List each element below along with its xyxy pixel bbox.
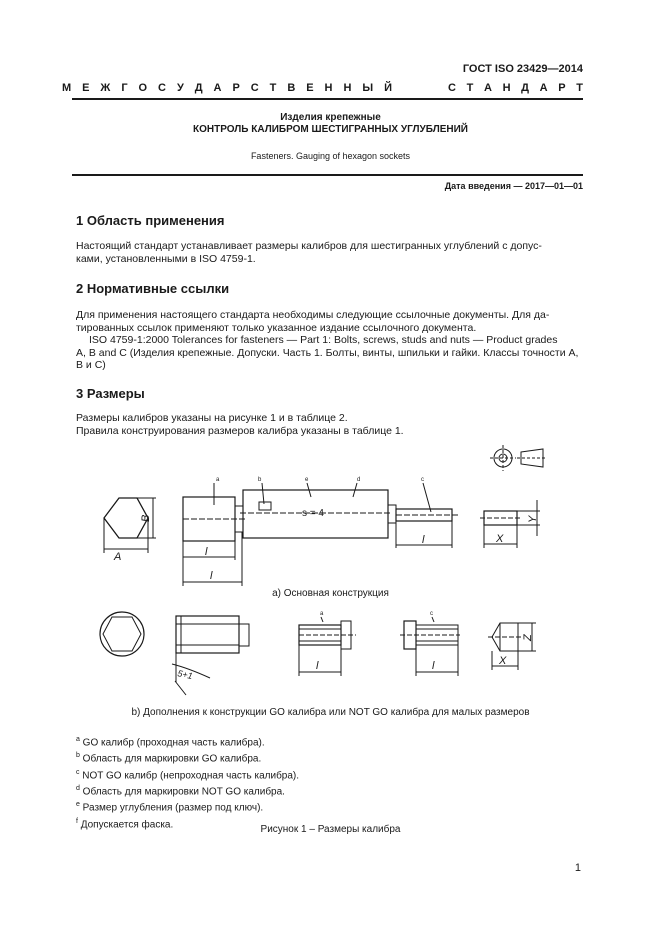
footnote-item (76, 798, 299, 814)
footnote-mark: b (76, 752, 80, 760)
banner-letter: Т (269, 82, 277, 94)
text-line: Настоящий стандарт устанавливает размеры калибров для шестигранных углублений с допус- (76, 240, 542, 252)
footnote-text: Размер углубления (размер под ключ). (79, 802, 264, 814)
label-l-notgo: l (422, 534, 425, 546)
banner-letter: Ы (362, 82, 374, 94)
label-X: X (496, 533, 504, 545)
footnote-text: Область для маркировки GO калибра. (79, 753, 262, 765)
footnote-mark: c (76, 768, 80, 776)
banner-letter: Р (232, 82, 240, 94)
banner-letter: Н (343, 82, 352, 94)
banner-letter: Г (121, 82, 128, 94)
banner-letter: Д (194, 82, 203, 94)
banner-letter: В (287, 82, 296, 94)
banner-letter: О (138, 82, 148, 94)
figure-b-geometry (100, 612, 536, 695)
section-dimensions-text (76, 412, 584, 437)
standard-code: ГОСТ ISO 23429—2014 (462, 63, 583, 75)
title-line2: КОНТРОЛЬ КАЛИБРОМ ШЕСТИГРАННЫХ УГЛУБЛЕНИЙ (193, 124, 468, 135)
section-heading-dimensions: 3 Размеры (76, 386, 145, 401)
footnote-item (76, 782, 299, 798)
note-e-size: e (305, 477, 309, 483)
banner-letter: Н (502, 82, 511, 94)
text-line: В и С) (76, 359, 106, 371)
label-l-short: l (205, 546, 208, 558)
label-B: B (140, 514, 152, 522)
text-line: A, B and C (Изделия крепежные. Допуски. Часть 1. Болты, винты, шпильки и гайки. Классы точности А, (76, 346, 579, 359)
footnote-mark: d (76, 784, 80, 792)
banner-letter: Ж (100, 82, 111, 94)
footnote-mark: a (76, 736, 80, 743)
intro-date: Дата введения — 2017—01—01 (444, 181, 583, 191)
label-l-b-notgo: l (432, 660, 435, 672)
footnote-item (76, 733, 299, 749)
banner-letter: А (539, 82, 548, 94)
note-d-notgo-mark: d (357, 477, 361, 483)
banner-letter: Н (324, 82, 333, 94)
label-A: A (114, 551, 122, 563)
text-line: Размеры калибров указаны на рисунке 1 и в таблице 2. (76, 412, 348, 424)
banner-letter: С (250, 82, 259, 94)
title-rule (72, 174, 583, 176)
banner-letter: С (158, 82, 166, 94)
footnotes (76, 733, 299, 831)
figure-a-geometry (104, 445, 546, 586)
label-angle: 5+1 (176, 668, 194, 682)
banner-letter: А (213, 82, 222, 94)
section-references-text (76, 309, 584, 372)
text-line: Правила конструирования размеров калибра указаны в таблице 1. (76, 424, 404, 437)
footnote-text: NOT GO калибр (непроходная часть калибра). (79, 769, 300, 781)
footnote-text: Допускается фаска. (77, 818, 174, 830)
section-heading-scope: 1 Область применения (76, 213, 225, 228)
banner-letter: М (62, 82, 72, 94)
label-s: s = 4 (302, 508, 324, 519)
footnote-item (76, 766, 299, 782)
banner-letter: Т (466, 82, 474, 94)
text-line: Для применения настоящего стандарта необходимы следующие ссылочные документы. Для да- (76, 309, 550, 321)
interstate-word (62, 82, 392, 94)
label-Y: Y (527, 515, 539, 523)
banner-letter: Й (384, 82, 392, 94)
footnote-text: Область для маркировки NOT GO калибра. (79, 786, 285, 798)
footnote-text: GO калибр (проходная часть калибра). (79, 737, 265, 749)
label-Z: Z (522, 634, 534, 641)
banner-letter: Т (576, 82, 583, 94)
banner-letter: У (176, 82, 184, 94)
interstate-standard-banner (62, 82, 583, 94)
label-l-b-go: l (316, 660, 319, 672)
banner-letter: Р (558, 82, 566, 94)
text-line: ISO 4759-1:2000 Tolerances for fasteners — Part 1: Bolts, screws, studs and nuts — Product grades (89, 334, 558, 346)
banner-letter: А (483, 82, 492, 94)
section-scope-text (76, 240, 584, 265)
title-english: Fasteners. Gauging of hexagon sockets (250, 151, 411, 161)
note-c-notgo: c (421, 477, 424, 483)
banner-letter: Е (306, 82, 314, 94)
label-X-b: X (499, 655, 507, 667)
header-rule (72, 98, 583, 100)
footnote-item (76, 749, 299, 765)
page-number: 1 (574, 862, 581, 874)
note-a-short: a (320, 611, 324, 617)
footnote-mark: e (76, 801, 80, 809)
banner-letter: С (448, 82, 456, 94)
standard-word (448, 82, 583, 94)
note-c-short: c (430, 611, 433, 617)
banner-letter: Е (82, 82, 90, 94)
figure-caption: Рисунок 1 – Размеры калибра (260, 824, 401, 835)
text-line: ками, установленными в ISO 4759-1. (76, 252, 256, 265)
note-b-go-mark: b (258, 477, 262, 483)
banner-letter: Д (521, 82, 529, 94)
figure-caption-b: b) Дополнения к конструкции GO калибра или NOT GO калибра для малых размеров (131, 707, 530, 718)
section-heading-references: 2 Нормативные ссылки (76, 281, 230, 296)
title-line1: Изделия крепежные (280, 112, 381, 123)
label-l-long: l (210, 570, 213, 582)
text-line: тированных ссылок применяют только указанное издание ссылочного документа. (76, 321, 477, 334)
footnote-mark: f (76, 817, 78, 825)
figure-caption-a: а) Основная конструкция (272, 588, 389, 599)
note-a-go: a (216, 477, 220, 483)
